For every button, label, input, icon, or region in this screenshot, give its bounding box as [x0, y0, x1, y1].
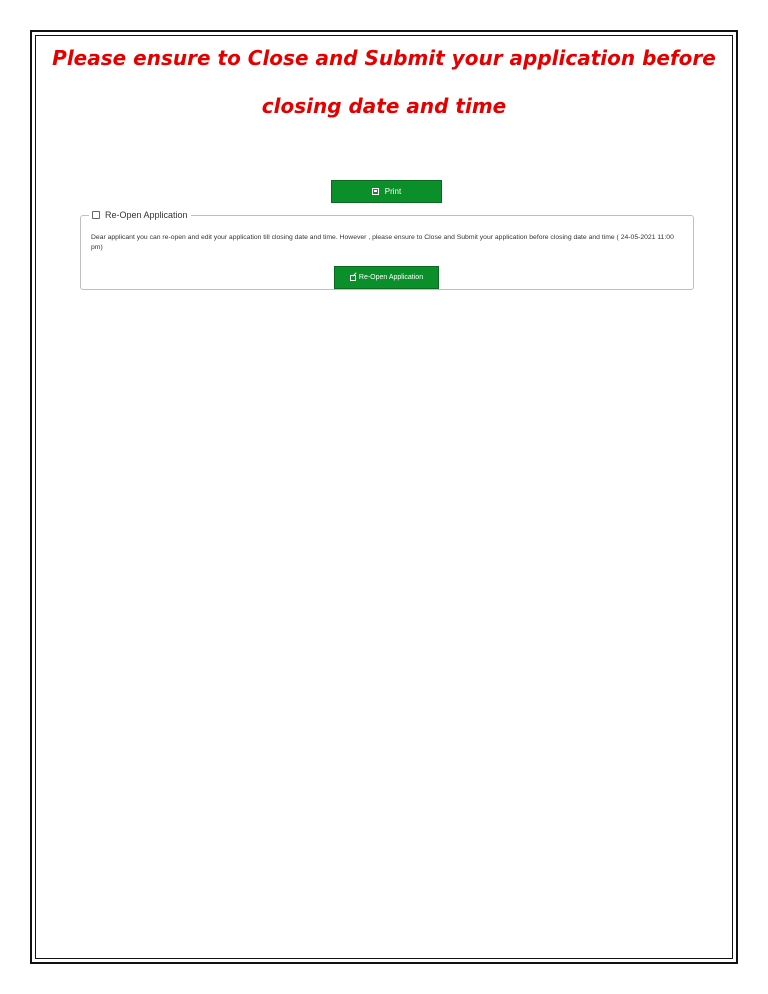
- print-button-label: Print: [384, 187, 402, 196]
- reopen-description: Dear applicant you can re-open and edit your application till closing date and time. However , please ensure to Close and Submit your application before closing date and time ( 24-05-2021 11:00 pm): [91, 234, 674, 251]
- floppy-disk-icon: [372, 188, 379, 195]
- closing-notice-line1: Please ensure to Close and Submit your application before: [52, 46, 716, 70]
- edit-icon: [350, 275, 356, 281]
- checkbox-icon[interactable]: [92, 211, 100, 219]
- reopen-application-section: [80, 210, 694, 290]
- reopen-application-legend-label: Re-Open Application: [105, 210, 188, 220]
- reopen-application-button-label: Re-Open Application: [358, 274, 424, 281]
- closing-notice: [36, 46, 732, 118]
- print-button[interactable]: [331, 180, 442, 203]
- reopen-application-button[interactable]: [334, 266, 439, 289]
- closing-notice-line2: closing date and time: [261, 94, 507, 118]
- reopen-application-legend[interactable]: [89, 210, 191, 220]
- page-inner-border: [35, 35, 733, 959]
- page-border: [30, 30, 738, 964]
